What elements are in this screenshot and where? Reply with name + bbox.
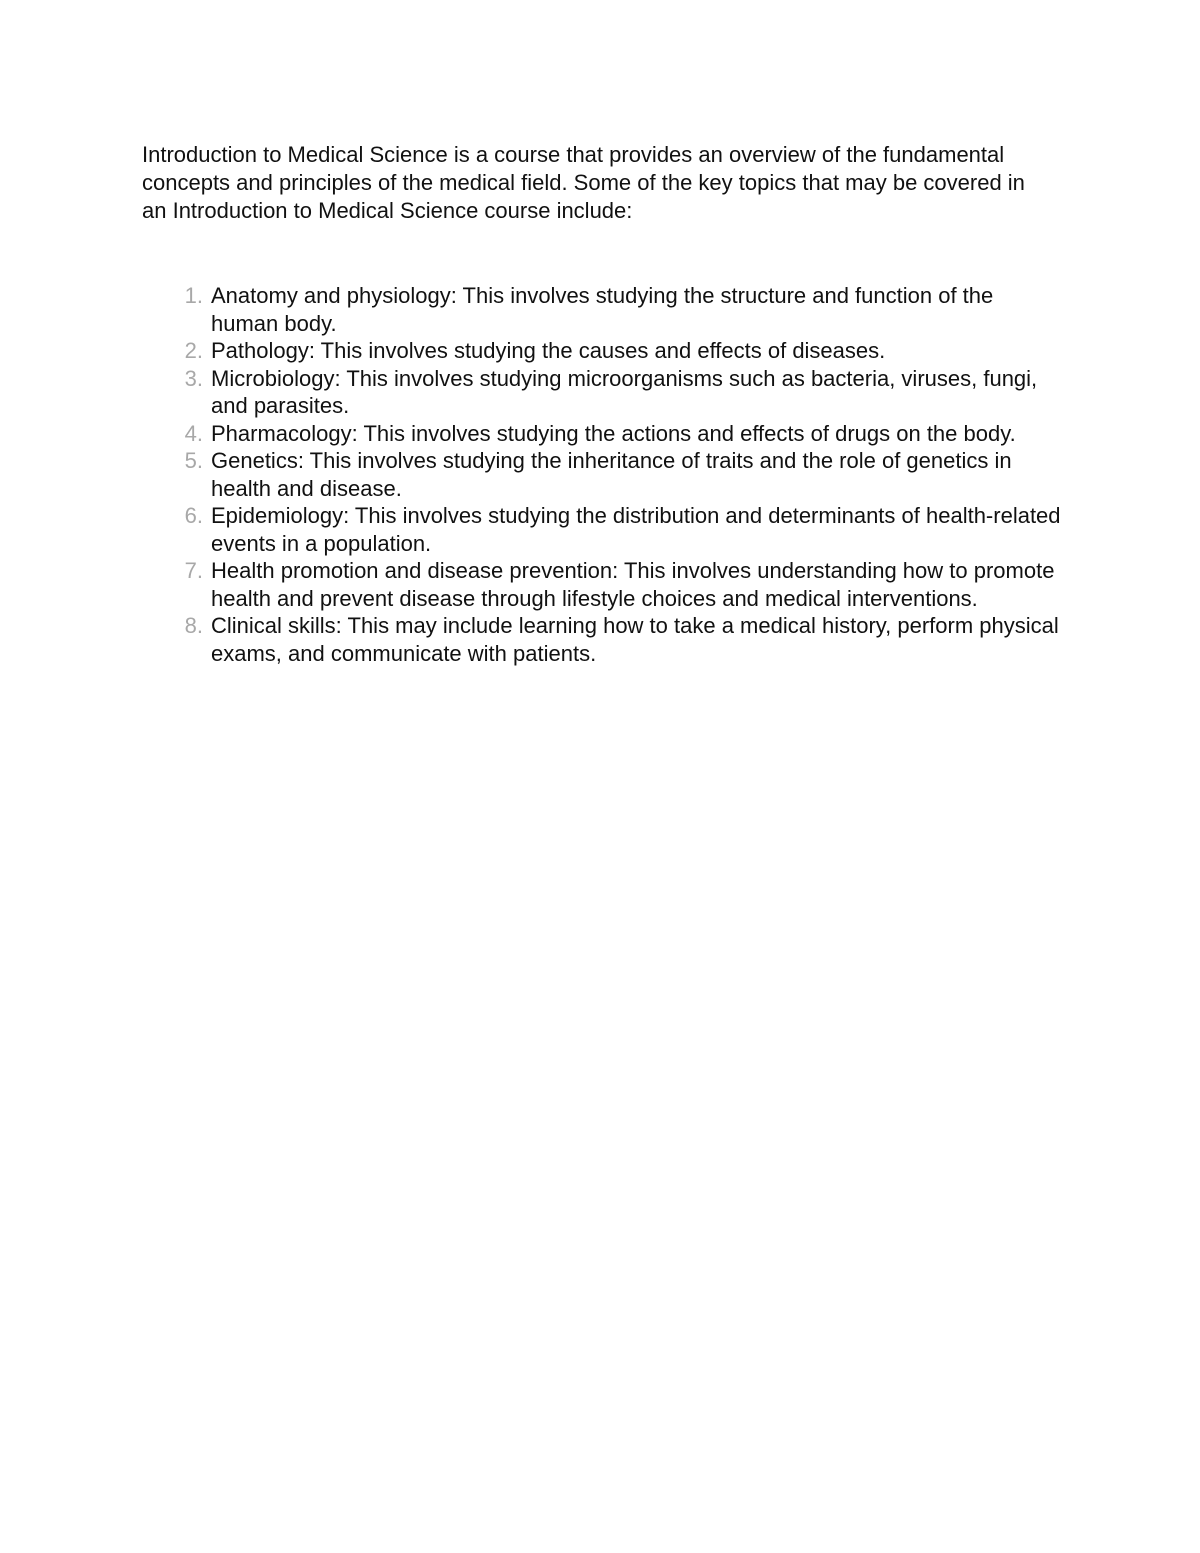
list-item-text: Clinical skills: This may include learning how to take a medical history, perform physical exams, and communicate with patients.: [211, 613, 1059, 666]
list-item-number: 1.: [184, 283, 203, 308]
document-body: [142, 141, 1062, 667]
list-item-text: Pathology: This involves studying the causes and effects of diseases.: [211, 338, 886, 363]
list-item-text: Genetics: This involves studying the inheritance of traits and the role of genetics in health and disease.: [211, 448, 1012, 501]
list-item-number: 2.: [184, 338, 203, 363]
list-item: [142, 420, 1062, 448]
list-item: [142, 337, 1062, 365]
list-item: [142, 502, 1062, 557]
list-item: [142, 612, 1062, 667]
list-item-number: 4.: [184, 420, 203, 446]
list-item-number: 7.: [184, 558, 203, 583]
list-item-number: 6.: [184, 503, 203, 528]
list-item-text: Anatomy and physiology: This involves studying the structure and function of the human body.: [211, 283, 994, 336]
intro-paragraph: Introduction to Medical Science is a course that provides an overview of the fundamental concepts and principles of the medical field. Some of the key topics that may be covered in an Introduction to Medical Science course include:: [142, 142, 1025, 223]
list-item: [142, 282, 1062, 337]
list-item-number: 8.: [184, 613, 203, 638]
list-item: [142, 557, 1062, 612]
list-item: [142, 365, 1062, 420]
list-item-text: Epidemiology: This involves studying the distribution and determinants of health-related events in a population.: [211, 503, 1061, 556]
list-item: [142, 447, 1062, 502]
list-item-text: Health promotion and disease prevention: This involves understanding how to promote health and prevent disease through lifestyle choices and medical interventions.: [211, 558, 1055, 611]
list-item-number: 5.: [184, 448, 203, 473]
list-item-text: Pharmacology: This involves studying the actions and effects of drugs on the body.: [211, 420, 1016, 446]
topics-list: [142, 282, 1062, 667]
list-item-number: 3.: [184, 365, 203, 391]
list-item-text: Microbiology: This involves studying microorganisms such as bacteria, viruses, fungi, and parasites.: [211, 365, 1038, 418]
